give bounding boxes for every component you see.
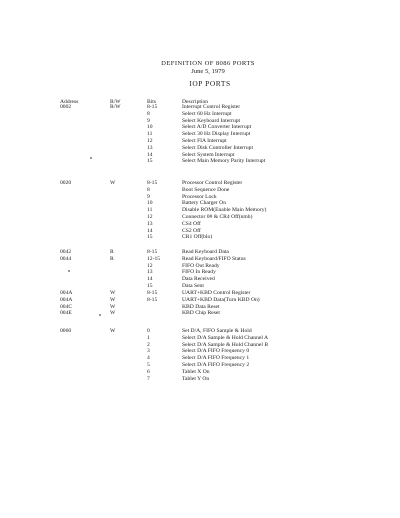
port-description: Select D/A FIFO Frequency 1 — [182, 355, 250, 362]
port-description: Tablet X On — [182, 368, 210, 375]
port-bits: 9 — [147, 193, 150, 200]
port-description: CR1 Off(blo) — [182, 234, 213, 241]
port-address: 0020 — [60, 180, 72, 186]
port-bits: 15 — [147, 158, 153, 165]
port-bits: 13 — [147, 220, 153, 227]
port-address: 004E — [60, 310, 72, 317]
port-rw: W — [110, 310, 116, 317]
port-address: 0044 — [60, 255, 72, 262]
port-address: 0042 — [60, 249, 72, 255]
section-title: IOP PORTS — [189, 79, 231, 88]
port-bits: 6 — [147, 368, 150, 375]
port-description: FIFO Out Ready — [182, 262, 220, 269]
port-description: Data Sent — [182, 283, 204, 289]
port-bits: 8-15 — [147, 180, 158, 186]
port-bits: 12-15 — [147, 255, 161, 262]
port-description: Select FIA Interrupt — [182, 138, 227, 144]
port-bits: 8-15 — [147, 296, 158, 303]
port-bits: 8-15 — [147, 104, 158, 110]
port-description: Select D/A Sample & Hold Channel A — [182, 334, 269, 341]
port-description: Data Received — [182, 276, 215, 283]
port-description: Select Main Memory Parity Interrupt — [182, 158, 266, 165]
port-bits: 10 — [147, 200, 153, 207]
port-description: FIFO In Ready — [182, 269, 216, 276]
document-date: June 5, 1979 — [191, 68, 225, 75]
port-description: Tablet Y On — [182, 375, 210, 382]
port-rw: W — [110, 328, 116, 334]
port-bits: 4 — [147, 355, 150, 362]
port-description: Select Keyboard Interrupt — [182, 117, 241, 124]
scan-speck — [68, 270, 70, 272]
port-bits: 1 — [147, 334, 150, 341]
port-bits: 7 — [147, 375, 150, 382]
port-description: Select 60 Hz Interrupt — [182, 110, 232, 117]
port-address: 004A — [60, 296, 73, 303]
port-rw: W — [110, 296, 116, 303]
port-rw: W — [110, 290, 116, 296]
port-bits: 3 — [147, 348, 150, 355]
port-bits: 10 — [147, 124, 153, 131]
port-description: Select D/A FIFO Frequency 0 — [182, 348, 250, 355]
column-header-address: Address — [60, 99, 79, 105]
port-bits: 14 — [147, 276, 153, 283]
port-bits: 13 — [147, 144, 153, 151]
port-description: Boot Sequence Done — [182, 186, 230, 193]
port-rw: W — [110, 303, 116, 310]
port-description: Select 30 Hz Display Interrupt — [182, 131, 251, 138]
port-description: Set D/A, FIFO Sample & Hold — [182, 328, 252, 334]
port-bits: 11 — [147, 207, 153, 214]
port-description: UART+KBD Control Register — [182, 290, 251, 296]
port-bits: 8-15 — [147, 290, 158, 296]
port-address: 0002 — [60, 104, 72, 110]
port-bits: 8 — [147, 110, 150, 117]
port-bits: 2 — [147, 341, 150, 348]
port-bits: 11 — [147, 131, 153, 138]
port-description: Connector 0# & CR4 Off(nmh) — [182, 214, 253, 220]
port-bits: 12 — [147, 262, 153, 269]
port-bits: 12 — [147, 138, 153, 144]
port-bits: 14 — [147, 151, 153, 158]
scan-speck — [99, 314, 101, 316]
port-description: Select A/D Converter Interrupt — [182, 124, 252, 131]
port-description: Processor Control Register — [182, 180, 243, 186]
port-address: 004A — [60, 290, 73, 296]
port-description: Processor Lock — [182, 193, 217, 200]
port-description: Select D/A Sample & Hold Channel B — [182, 341, 269, 348]
port-rw: R/W — [110, 104, 121, 110]
port-rw: R — [110, 249, 114, 255]
port-description: UART+KBD Data(Turn KBD On) — [182, 296, 260, 303]
port-bits: 8 — [147, 186, 150, 193]
port-address: 0060 — [60, 328, 72, 334]
document-title: DEFINITION OF 8086 PORTS — [161, 60, 255, 67]
port-address: 004C — [60, 303, 73, 310]
port-bits: 15 — [147, 283, 153, 289]
port-bits: 5 — [147, 362, 150, 368]
port-bits: 8-15 — [147, 249, 158, 255]
port-bits: 14 — [147, 227, 153, 234]
port-description: Interrupt Control Register — [182, 104, 241, 110]
port-description: CS4 Off — [182, 220, 201, 227]
port-description: KBD Chip Reset — [182, 310, 220, 317]
port-description: Disable ROM(Enable Main Memory) — [182, 207, 267, 214]
port-description: Select Disk Controller Interrupt — [182, 144, 253, 151]
port-description: Select System Interrupt — [182, 151, 235, 158]
port-description: Read Keyboard/FIFO Status — [182, 255, 246, 262]
column-header-bits: Bits — [147, 99, 157, 105]
scan-speck — [90, 157, 92, 159]
port-bits: 13 — [147, 269, 153, 276]
column-header-rw: R/W — [110, 99, 121, 105]
port-bits: 9 — [147, 117, 150, 124]
column-header-description: Description — [182, 99, 209, 105]
port-bits: 15 — [147, 234, 153, 241]
port-description: KBD Data Reset — [182, 303, 220, 310]
port-description: Read Keyboard Data — [182, 249, 229, 255]
port-description: Select D/A FIFO Frequency 2 — [182, 362, 250, 368]
port-description: CS2 Off — [182, 227, 201, 234]
port-bits: 0 — [147, 328, 150, 334]
port-rw: R — [110, 255, 114, 262]
port-description: Battery Charger On — [182, 200, 227, 207]
port-rw: W — [110, 180, 116, 186]
port-bits: 12 — [147, 214, 153, 220]
